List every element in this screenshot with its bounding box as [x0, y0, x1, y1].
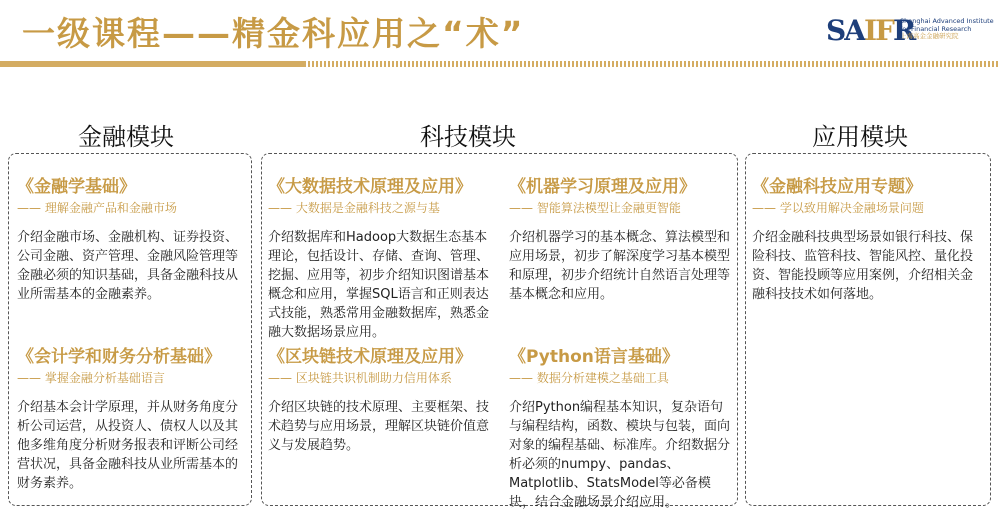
course-name: 《Python语言基础》	[509, 347, 679, 367]
course-subtitle: —— 大数据是金融科技之源与基	[268, 201, 440, 215]
course-name: 《区块链技术原理及应用》	[268, 347, 472, 367]
module-title-application: 应用模块	[812, 123, 908, 151]
institute-logo	[826, 12, 994, 52]
course-description: 介绍金融市场、金融机构、证券投资、公司金融、资产管理、金融风险管理等金融必须的知识基础，具备金融科技从业所需基本的金融素养。	[17, 230, 239, 302]
course-description: 介绍数据库和Hadoop大数据生态基本理论，包括设计、存储、查询、管理、挖掘、应用等，初步介绍知识图谱基本概念和应用，掌握SQL语言和正则表达式技能，熟悉常用金融数据库，熟悉金融大数据场景应用。	[268, 230, 490, 340]
course-card	[509, 172, 731, 304]
course-name: 《会计学和财务分析基础》	[17, 347, 221, 367]
course-card	[17, 172, 247, 304]
logo-mark-r: R	[892, 14, 915, 47]
course-subtitle: —— 智能算法模型让金融更智能	[509, 201, 681, 215]
logo-en-line1: Shanghai Advanced Institute	[900, 17, 994, 25]
course-card	[509, 342, 731, 512]
logo-mark-s: SA	[826, 14, 864, 47]
course-description: 介绍金融科技典型场景如银行科技、保险科技、监管科技、智能风控、量化投资、智能投顾等应用案例，介绍相关金融科技技术如何落地。	[752, 230, 974, 302]
course-description: 介绍区块链的技术原理、主要框架、技术趋势与应用场景，理解区块链价值意义与发展趋势。	[268, 400, 490, 453]
logo-en-line2: for Financial Research	[900, 24, 972, 33]
course-card	[268, 172, 496, 342]
slide-title: 一级课程——精金科应用之“术”	[22, 14, 525, 53]
logo-text	[900, 18, 994, 41]
course-name: 《机器学习原理及应用》	[509, 177, 696, 197]
course-subtitle: —— 理解金融产品和金融市场	[17, 201, 177, 215]
course-subtitle: —— 区块链共识机制助力信用体系	[268, 371, 452, 385]
course-name: 《金融学基础》	[17, 177, 136, 197]
course-description: 介绍基本会计学原理，并从财务角度分析公司运营，从投资人、债权人以及其他多维角度分析财务报表和评断公司经营状况，具备金融科技从业所需基本的财务素养。	[17, 400, 239, 491]
logo-mark-f: IF	[863, 14, 893, 47]
course-card	[752, 172, 984, 304]
course-description: 介绍机器学习的基本概念、算法模型和应用场景，初步了解深度学习基本模型和原理，初步介绍统计自然语言处理等基本概念和应用。	[509, 230, 731, 302]
module-title-tech: 科技模块	[420, 123, 516, 151]
course-name: 《大数据技术原理及应用》	[268, 177, 472, 197]
title-divider-accent	[0, 61, 305, 67]
course-description: 介绍Python编程基本知识，复杂语句与编程结构，函数、模块与包装，面向对象的编程基础、标准库。介绍数据分析必须的numpy、pandas、Matplotlib、StatsModel等必备模块，结合金融场景介绍应用。	[509, 400, 731, 510]
module-title-finance: 金融模块	[78, 123, 174, 151]
course-card	[17, 342, 247, 493]
course-subtitle: —— 数据分析建模之基础工具	[509, 371, 669, 385]
course-name: 《金融科技应用专题》	[752, 177, 922, 197]
course-subtitle: —— 学以致用解决金融场景问题	[752, 201, 924, 215]
logo-cn: 上海高金金融研究院	[900, 32, 959, 40]
course-subtitle: —— 掌握金融分析基础语言	[17, 371, 165, 385]
course-card	[268, 342, 496, 455]
